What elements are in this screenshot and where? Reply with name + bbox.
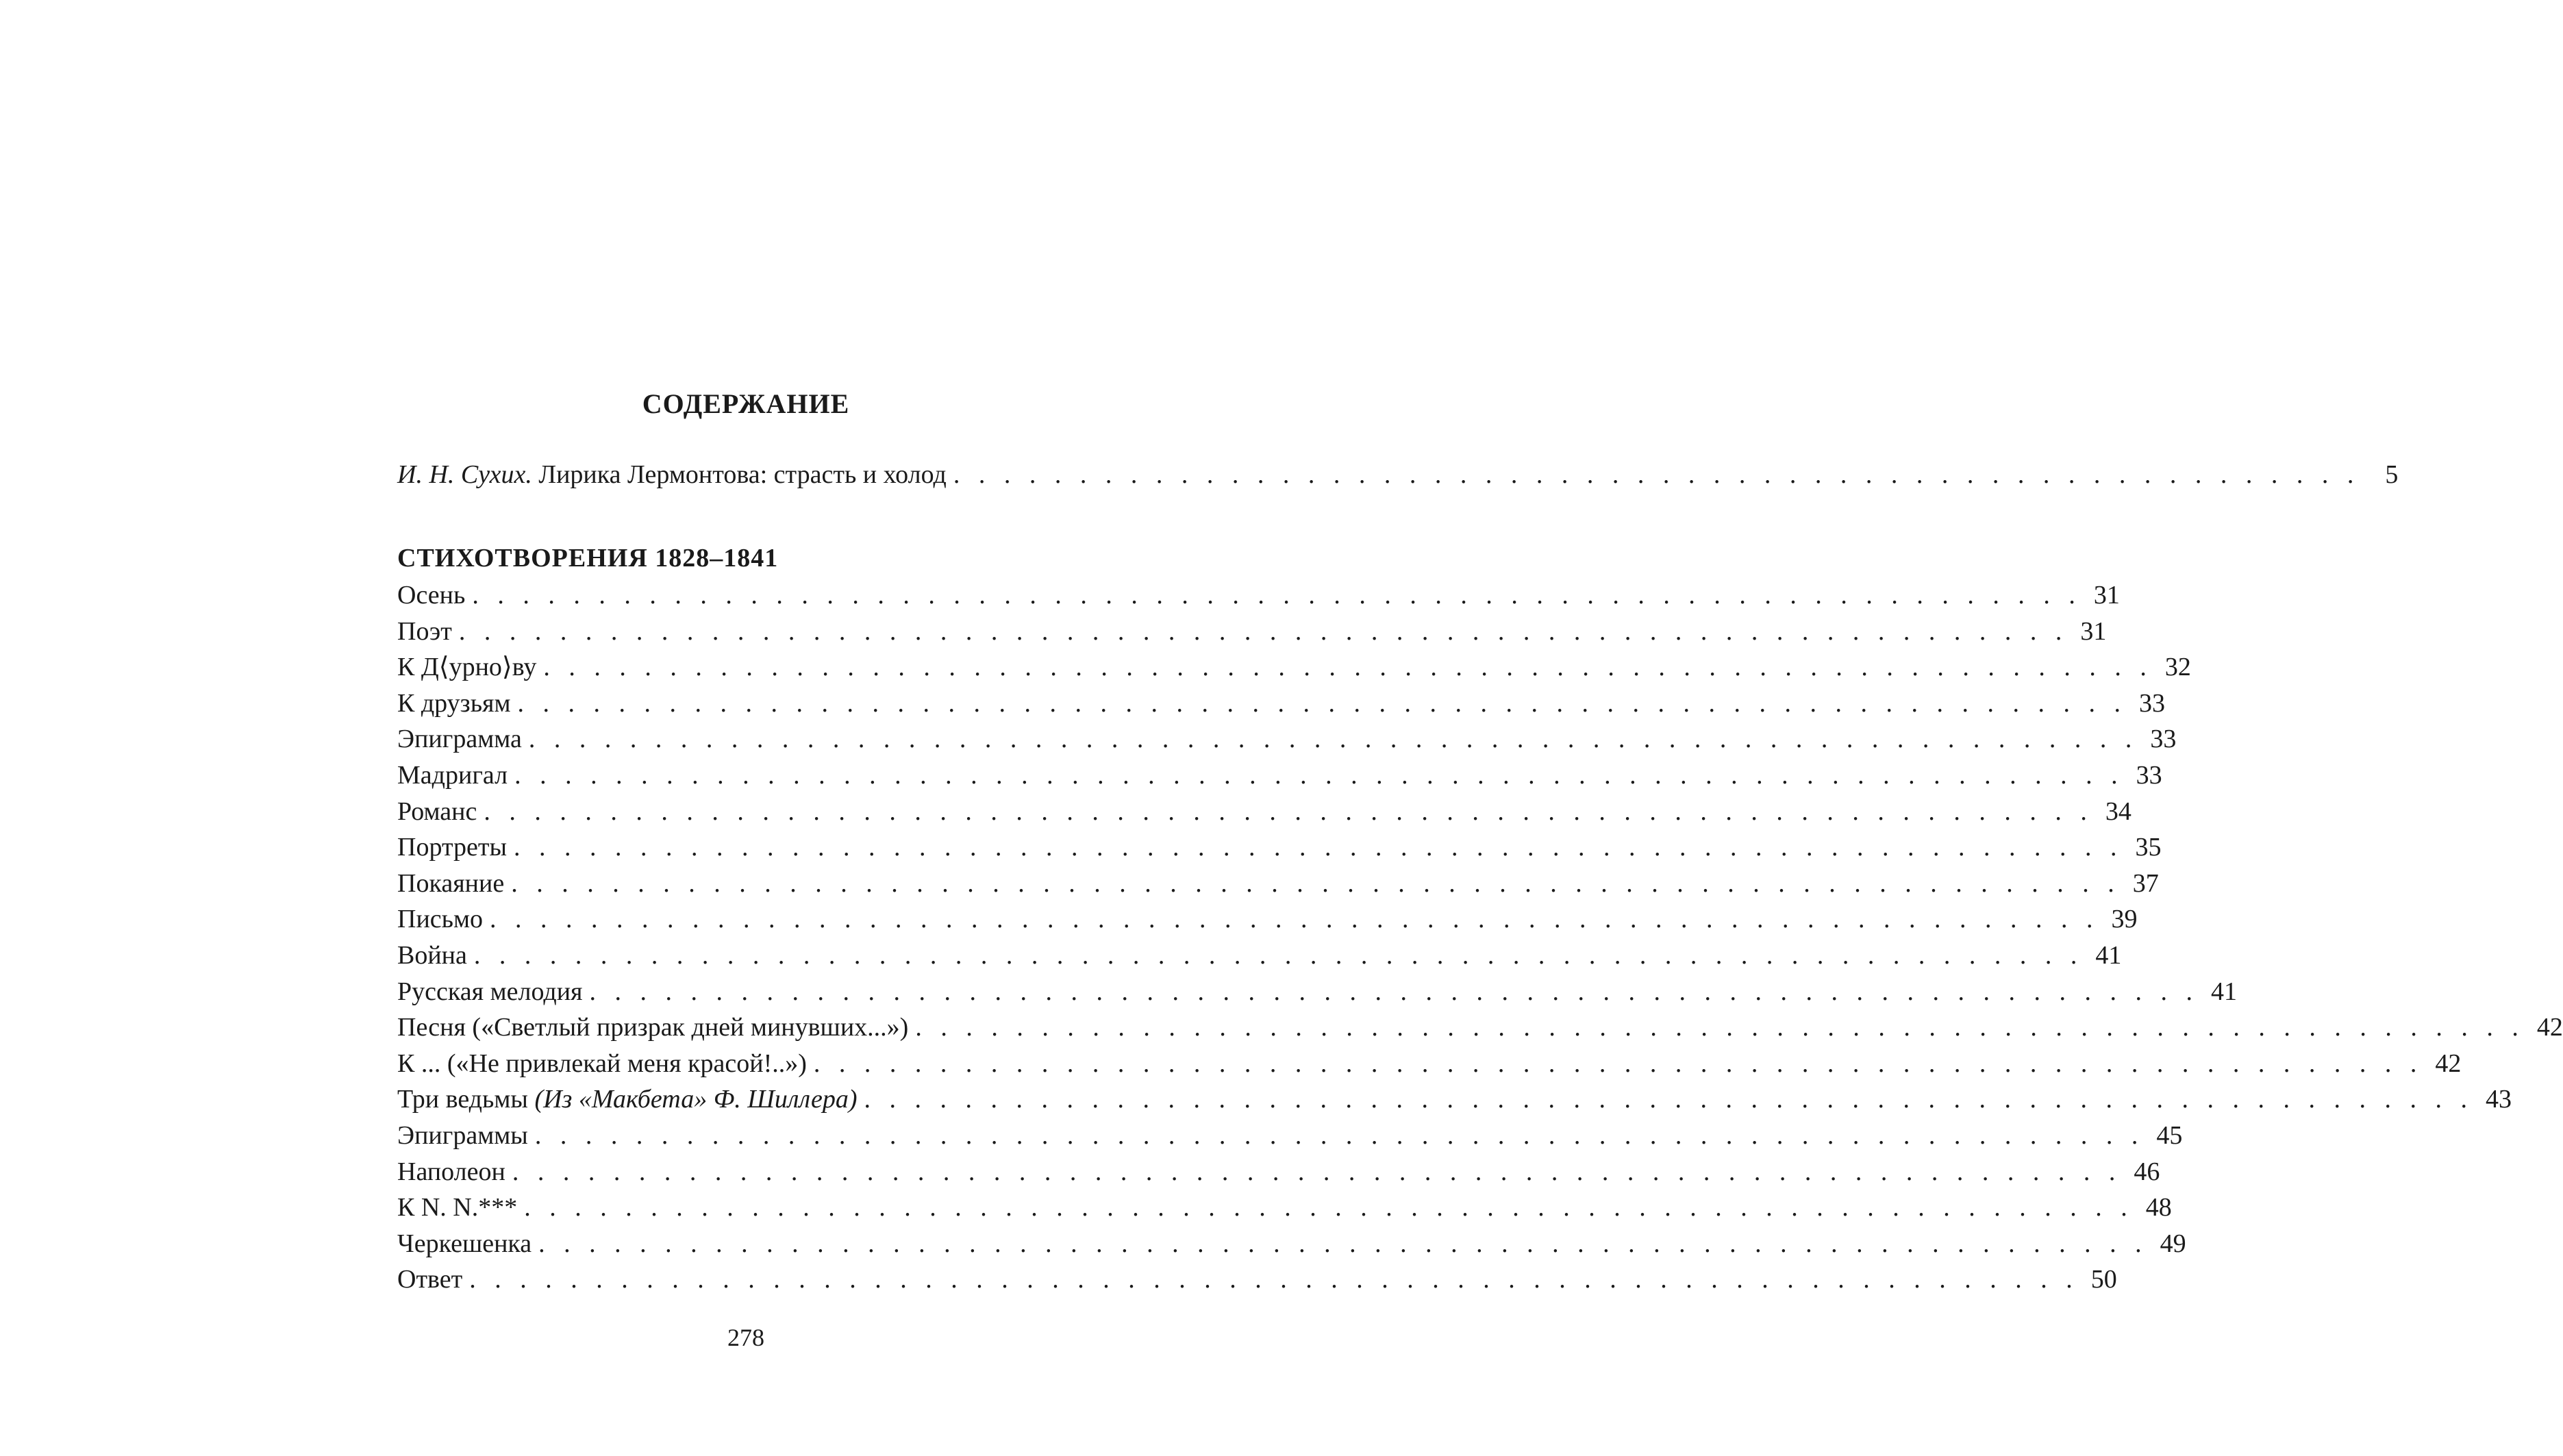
toc-entry bbox=[397, 829, 2162, 866]
toc-entry-title bbox=[397, 973, 590, 1010]
toc-entry bbox=[397, 649, 2191, 686]
toc-entry-title-text: Осень bbox=[397, 581, 466, 610]
dot-leader: . . . . . . . . . . . . . . . . . . . . . . . . . . . . . . . . . . . . . . . . . . . . . . . . . . . . . . . . . . . . . . . . bbox=[517, 688, 2127, 718]
toc-entry-title-text: К друзьям bbox=[397, 688, 511, 718]
toc-entry bbox=[397, 1261, 2117, 1298]
dot-leader: . . . . . . . . . . . . . . . . . . . . . . . . . . . . . . . . . . . . . . . . . . . . . . . . . . . . . . . . . . . . . . . . bbox=[915, 1013, 2525, 1042]
toc-entry-page: 45 bbox=[2156, 1121, 2183, 1150]
toc-entry-title bbox=[397, 1189, 524, 1226]
toc-heading: СОДЕРЖАНИЕ bbox=[642, 388, 850, 419]
dot-leader: . . . . . . . . . . . . . . . . . . . . . . . . . . . . . . . . . . . . . . . . . . . . . . . . . . . . . . . . . . . . . . . . bbox=[524, 1193, 2134, 1222]
toc-entry bbox=[397, 1189, 2172, 1226]
toc-entry-page: 39 bbox=[2111, 905, 2138, 934]
toc-entry bbox=[397, 1117, 2183, 1154]
toc-entry-page: 42 bbox=[2536, 1013, 2563, 1042]
toc-entry-title-text: К Д⟨урно⟩ву bbox=[397, 653, 537, 682]
toc-entry-title bbox=[397, 901, 490, 938]
toc-entry-page: 5 bbox=[2385, 460, 2399, 489]
dot-leader: . . . . . . . . . . . . . . . . . . . . . . . . . . . . . . . . . . . . . . . . . . . . . . . . . . . . . . . . bbox=[953, 460, 2360, 489]
toc-entry-title-text: Романс bbox=[397, 796, 477, 826]
toc-entry bbox=[397, 1225, 2186, 1262]
toc-entry bbox=[397, 1009, 2563, 1046]
toc-entry-title-text: Ответ bbox=[397, 1265, 463, 1294]
dot-leader: . . . . . . . . . . . . . . . . . . . . . . . . . . . . . . . . . . . . . . . . . . . . . . . . . . . . . . . . . . . . . . . . bbox=[458, 616, 2068, 646]
toc-entry-page: 33 bbox=[2136, 761, 2162, 790]
toc-entry bbox=[397, 577, 2120, 614]
toc-entry-author: И. Н. Сухих. bbox=[397, 460, 532, 489]
toc-entry-title bbox=[397, 649, 543, 686]
toc-entry bbox=[397, 757, 2162, 794]
toc-entry-title-text: Мадригал bbox=[397, 761, 508, 790]
toc-entry-title-text: Песня («Светлый призрак дней минувших...») bbox=[397, 1013, 909, 1042]
toc-entry-title bbox=[397, 1045, 814, 1082]
toc-entry-page: 31 bbox=[2093, 581, 2120, 610]
toc-entry-intro bbox=[397, 456, 2399, 493]
dot-leader: . . . . . . . . . . . . . . . . . . . . . . . . . . . . . . . . . . . . . . . . . . . . . . . . . . . . . . . . . . . . . . . . bbox=[514, 833, 2123, 862]
toc-entry-title bbox=[397, 757, 514, 794]
toc-entry-title bbox=[397, 1225, 538, 1262]
page-number: 278 bbox=[727, 1324, 764, 1351]
toc-entry-title bbox=[397, 720, 529, 757]
toc-entry-subtitle: (Из «Макбета» Ф. Шиллера) bbox=[527, 1085, 858, 1114]
toc-entry-page: 48 bbox=[2145, 1193, 2172, 1222]
dot-leader: . . . . . . . . . . . . . . . . . . . . . . . . . . . . . . . . . . . . . . . . . . . . . . . . . . . . . . . . . . . . . . . . bbox=[543, 653, 2153, 682]
dot-leader: . . . . . . . . . . . . . . . . . . . . . . . . . . . . . . . . . . . . . . . . . . . . . . . . . . . . . . . . . . . . . . . . bbox=[490, 905, 2099, 934]
toc-entry-title bbox=[397, 1117, 535, 1154]
toc-entry-title-text: Черкешенка bbox=[397, 1229, 532, 1258]
toc-entry bbox=[397, 793, 2131, 830]
toc-entry-title-text: Покаяние bbox=[397, 868, 505, 898]
toc-entry-title-text: Лирика Лермонтова: страсть и холод bbox=[532, 460, 947, 489]
toc-entry-page: 46 bbox=[2134, 1157, 2160, 1186]
dot-leader: . . . . . . . . . . . . . . . . . . . . . . . . . . . . . . . . . . . . . . . . . . . . . . . . . . . . . . . . . . . . . . . . bbox=[864, 1085, 2473, 1114]
toc-entry-page: 50 bbox=[2090, 1265, 2117, 1294]
section-heading: СТИХОТВОРЕНИЯ 1828–1841 bbox=[397, 544, 779, 573]
toc-entry-title bbox=[397, 1153, 512, 1190]
toc-entry-title-text: Эпиграммы bbox=[397, 1121, 528, 1150]
toc-entry-title bbox=[397, 793, 484, 830]
toc-entry-page: 41 bbox=[2211, 977, 2238, 1006]
dot-leader: . . . . . . . . . . . . . . . . . . . . . . . . . . . . . . . . . . . . . . . . . . . . . . . . . . . . . . . . . . . . . . . . bbox=[528, 725, 2138, 754]
toc-entry bbox=[397, 1153, 2160, 1190]
toc-entry-page: 41 bbox=[2095, 941, 2122, 970]
dot-leader: . . . . . . . . . . . . . . . . . . . . . . . . . . . . . . . . . . . . . . . . . . . . . . . . . . . . . . . . . . . . . . . . bbox=[484, 796, 2093, 826]
toc-entry-title bbox=[397, 577, 472, 614]
dot-leader: . . . . . . . . . . . . . . . . . . . . . . . . . . . . . . . . . . . . . . . . . . . . . . . . . . . . . . . . . . . . . . . . bbox=[512, 1157, 2122, 1186]
toc-entry-title bbox=[397, 613, 459, 650]
toc-entry-page: 49 bbox=[2160, 1229, 2186, 1258]
toc-entry bbox=[397, 937, 2122, 974]
toc-entry-page: 31 bbox=[2080, 616, 2107, 646]
dot-leader: . . . . . . . . . . . . . . . . . . . . . . . . . . . . . . . . . . . . . . . . . . . . . . . . . . . . . . . . . . . . . . . . bbox=[514, 761, 2124, 790]
toc-entry-title-text: Портреты bbox=[397, 833, 508, 862]
toc-entry-page: 42 bbox=[2435, 1049, 2462, 1078]
toc-entry bbox=[397, 901, 2138, 938]
toc-entry bbox=[397, 1045, 2462, 1082]
toc-entry-page: 35 bbox=[2135, 833, 2162, 862]
toc-entry-page: 37 bbox=[2132, 868, 2159, 898]
toc-entry-title-text: Поэт bbox=[397, 616, 452, 646]
toc-entry bbox=[397, 865, 2159, 902]
toc-entry-title-text: Война bbox=[397, 941, 467, 970]
toc-entry-title bbox=[397, 937, 474, 974]
toc-entry-title-text: Письмо bbox=[397, 905, 484, 934]
toc-entry-page: 33 bbox=[2150, 725, 2177, 754]
toc-entry-title-text: Русская мелодия bbox=[397, 977, 583, 1006]
toc-entry bbox=[397, 685, 2166, 722]
dot-leader: . . . . . . . . . . . . . . . . . . . . . . . . . . . . . . . . . . . . . . . . . . . . . . . . . . . . . . . . . . . . . . . . bbox=[511, 868, 2121, 898]
dot-leader: . . . . . . . . . . . . . . . . . . . . . . . . . . . . . . . . . . . . . . . . . . . . . . . . . . . . . . . . . . . . . . . . bbox=[534, 1121, 2145, 1150]
toc-entry-title bbox=[397, 456, 953, 493]
toc-entry-title-text: Эпиграмма bbox=[397, 725, 522, 754]
dot-leader: . . . . . . . . . . . . . . . . . . . . . . . . . . . . . . . . . . . . . . . . . . . . . . . . . . . . . . . . . . . . . . . . bbox=[538, 1229, 2148, 1258]
toc-entry bbox=[397, 1081, 2512, 1118]
toc-entry-title-text: Три ведьмы bbox=[397, 1085, 528, 1114]
toc-entry bbox=[397, 973, 2238, 1010]
toc-entry bbox=[397, 720, 2177, 757]
toc-entry-title bbox=[397, 1261, 469, 1298]
toc-entry-title-text: К N. N.*** bbox=[397, 1193, 518, 1222]
toc-entry-title bbox=[397, 1081, 864, 1118]
toc-entry-title bbox=[397, 865, 511, 902]
toc-entry-page: 33 bbox=[2139, 688, 2166, 718]
toc-entry-page: 43 bbox=[2486, 1085, 2512, 1114]
toc-entry-page: 32 bbox=[2164, 653, 2191, 682]
toc-entry bbox=[397, 613, 2107, 650]
toc-entry-title bbox=[397, 1009, 915, 1046]
toc-entry-page: 34 bbox=[2105, 796, 2131, 826]
dot-leader: . . . . . . . . . . . . . . . . . . . . . . . . . . . . . . . . . . . . . . . . . . . . . . . . . . . . . . . . . . . . . . . . bbox=[589, 977, 2199, 1006]
dot-leader: . . . . . . . . . . . . . . . . . . . . . . . . . . . . . . . . . . . . . . . . . . . . . . . . . . . . . . . . . . . . . . . . bbox=[473, 941, 2084, 970]
toc-entry-title bbox=[397, 829, 514, 866]
toc-entry-title-text: К ... («Не привлекай меня красой!..») bbox=[397, 1049, 807, 1078]
toc-entry-title bbox=[397, 685, 518, 722]
dot-leader: . . . . . . . . . . . . . . . . . . . . . . . . . . . . . . . . . . . . . . . . . . . . . . . . . . . . . . . . . . . . . . . . bbox=[469, 1265, 2079, 1294]
dot-leader: . . . . . . . . . . . . . . . . . . . . . . . . . . . . . . . . . . . . . . . . . . . . . . . . . . . . . . . . . . . . . . . . bbox=[813, 1049, 2423, 1078]
toc-entry-title-text: Наполеон bbox=[397, 1157, 505, 1186]
dot-leader: . . . . . . . . . . . . . . . . . . . . . . . . . . . . . . . . . . . . . . . . . . . . . . . . . . . . . . . . . . . . . . . . bbox=[472, 581, 2081, 610]
